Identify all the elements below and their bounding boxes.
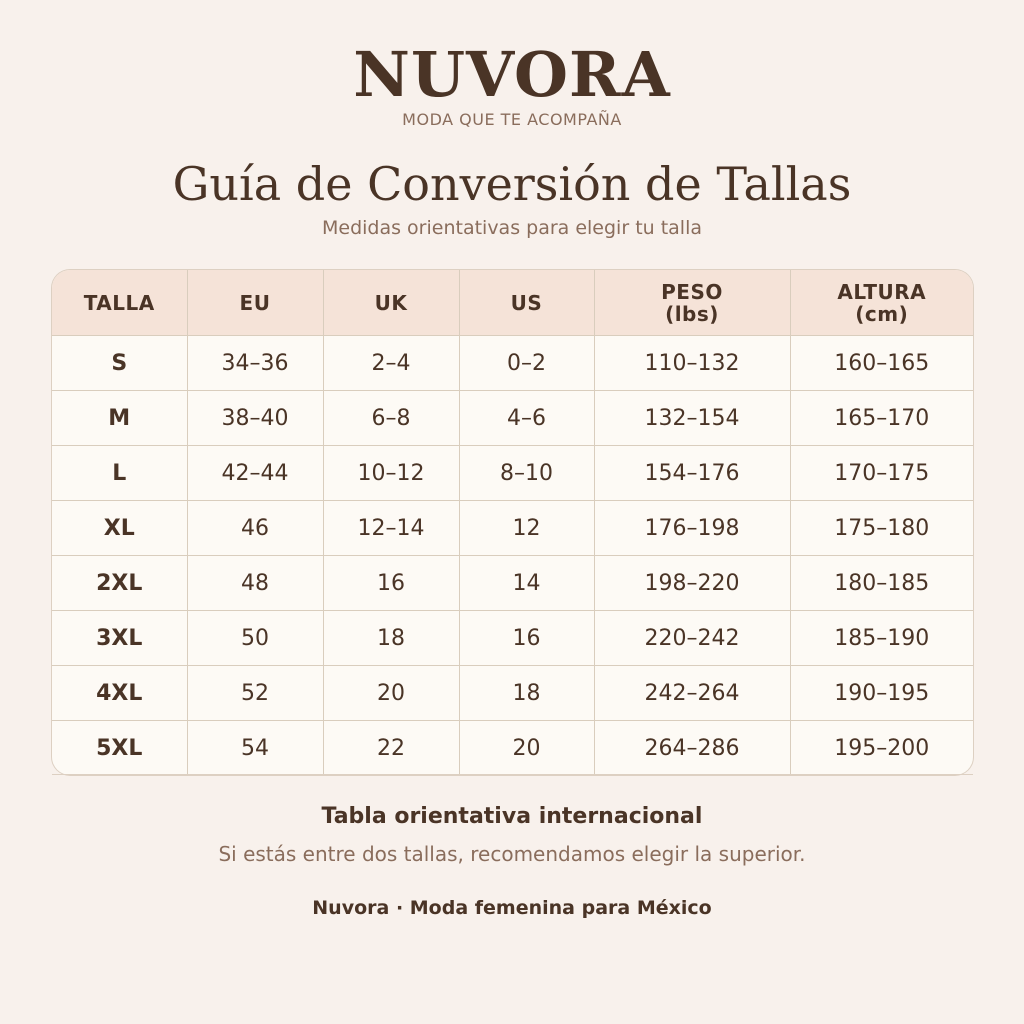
table-row bbox=[52, 556, 973, 611]
weight-cell: 110–132 bbox=[594, 336, 790, 391]
footnote-text: Si estás entre dos tallas, recomendamos elegir la superior. bbox=[218, 842, 806, 866]
eu-cell: 54 bbox=[187, 721, 323, 776]
eu-cell: 50 bbox=[187, 611, 323, 666]
header-us: US bbox=[459, 270, 594, 336]
eu-cell: 46 bbox=[187, 501, 323, 556]
brand-logo: NUVORA bbox=[353, 38, 671, 111]
divider bbox=[52, 774, 973, 775]
table-row bbox=[52, 721, 973, 776]
table-body bbox=[52, 336, 973, 776]
size-cell: S bbox=[52, 336, 187, 391]
size-conversion-table bbox=[52, 270, 973, 775]
uk-cell: 22 bbox=[323, 721, 459, 776]
size-cell: 3XL bbox=[52, 611, 187, 666]
height-cell: 195–200 bbox=[834, 735, 930, 761]
page-title: Guía de Conversión de Tallas bbox=[172, 157, 852, 211]
table-header-row bbox=[52, 270, 973, 336]
weight-cell: 264–286 bbox=[594, 721, 790, 776]
height-cell: 185–190 bbox=[790, 611, 973, 666]
table-row bbox=[52, 666, 973, 721]
size-cell: M bbox=[52, 391, 187, 446]
weight-cell: 242–264 bbox=[594, 666, 790, 721]
us-cell: 0–2 bbox=[459, 336, 594, 391]
size-cell: XL bbox=[52, 501, 187, 556]
eu-cell: 48 bbox=[187, 556, 323, 611]
size-cell: 4XL bbox=[52, 666, 187, 721]
page-subtitle: Medidas orientativas para elegir tu talla bbox=[321, 217, 703, 239]
footer-brand-line: Nuvora · Moda femenina para México bbox=[312, 897, 712, 919]
us-cell: 20 bbox=[459, 721, 594, 776]
uk-cell: 2–4 bbox=[323, 336, 459, 391]
header-eu: EU bbox=[187, 270, 323, 336]
uk-cell: 18 bbox=[323, 611, 459, 666]
uk-cell: 10–12 bbox=[323, 446, 459, 501]
uk-cell: 16 bbox=[323, 556, 459, 611]
size-cell: 5XL bbox=[52, 721, 187, 776]
weight-cell: 176–198 bbox=[594, 501, 790, 556]
eu-cell: 42–44 bbox=[187, 446, 323, 501]
footnote-title: Tabla orientativa internacional bbox=[321, 804, 703, 829]
us-cell: 18 bbox=[459, 666, 594, 721]
us-cell: 12 bbox=[459, 501, 594, 556]
us-cell: 14 bbox=[459, 556, 594, 611]
us-cell: 8–10 bbox=[459, 446, 594, 501]
table-row bbox=[52, 336, 973, 391]
weight-cell: 220–242 bbox=[594, 611, 790, 666]
height-cell: 170–175 bbox=[790, 446, 973, 501]
eu-cell: 34–36 bbox=[187, 336, 323, 391]
table-row bbox=[52, 446, 973, 501]
weight-cell: 154–176 bbox=[594, 446, 790, 501]
us-cell: 4–6 bbox=[459, 391, 594, 446]
header-uk: UK bbox=[323, 270, 459, 336]
header-talla: TALLA bbox=[52, 270, 187, 336]
uk-cell: 6–8 bbox=[323, 391, 459, 446]
table-row bbox=[52, 611, 973, 666]
size-cell: L bbox=[52, 446, 187, 501]
us-cell: 16 bbox=[459, 611, 594, 666]
eu-cell: 52 bbox=[187, 666, 323, 721]
eu-cell: 38–40 bbox=[187, 391, 323, 446]
height-cell: 190–195 bbox=[790, 666, 973, 721]
brand-tagline: MODA QUE TE ACOMPAÑA bbox=[402, 110, 622, 129]
weight-cell: 132–154 bbox=[594, 391, 790, 446]
header-altura: ALTURA (cm) bbox=[790, 270, 973, 336]
table-row bbox=[52, 501, 973, 556]
header-peso: PESO (lbs) bbox=[594, 270, 790, 336]
weight-cell: 198–220 bbox=[594, 556, 790, 611]
height-cell: 180–185 bbox=[790, 556, 973, 611]
height-cell: 175–180 bbox=[790, 501, 973, 556]
height-cell: 160–165 bbox=[790, 336, 973, 391]
uk-cell: 12–14 bbox=[323, 501, 459, 556]
table-row bbox=[52, 391, 973, 446]
height-cell: 165–170 bbox=[790, 391, 973, 446]
size-cell: 2XL bbox=[52, 556, 187, 611]
uk-cell: 20 bbox=[323, 666, 459, 721]
